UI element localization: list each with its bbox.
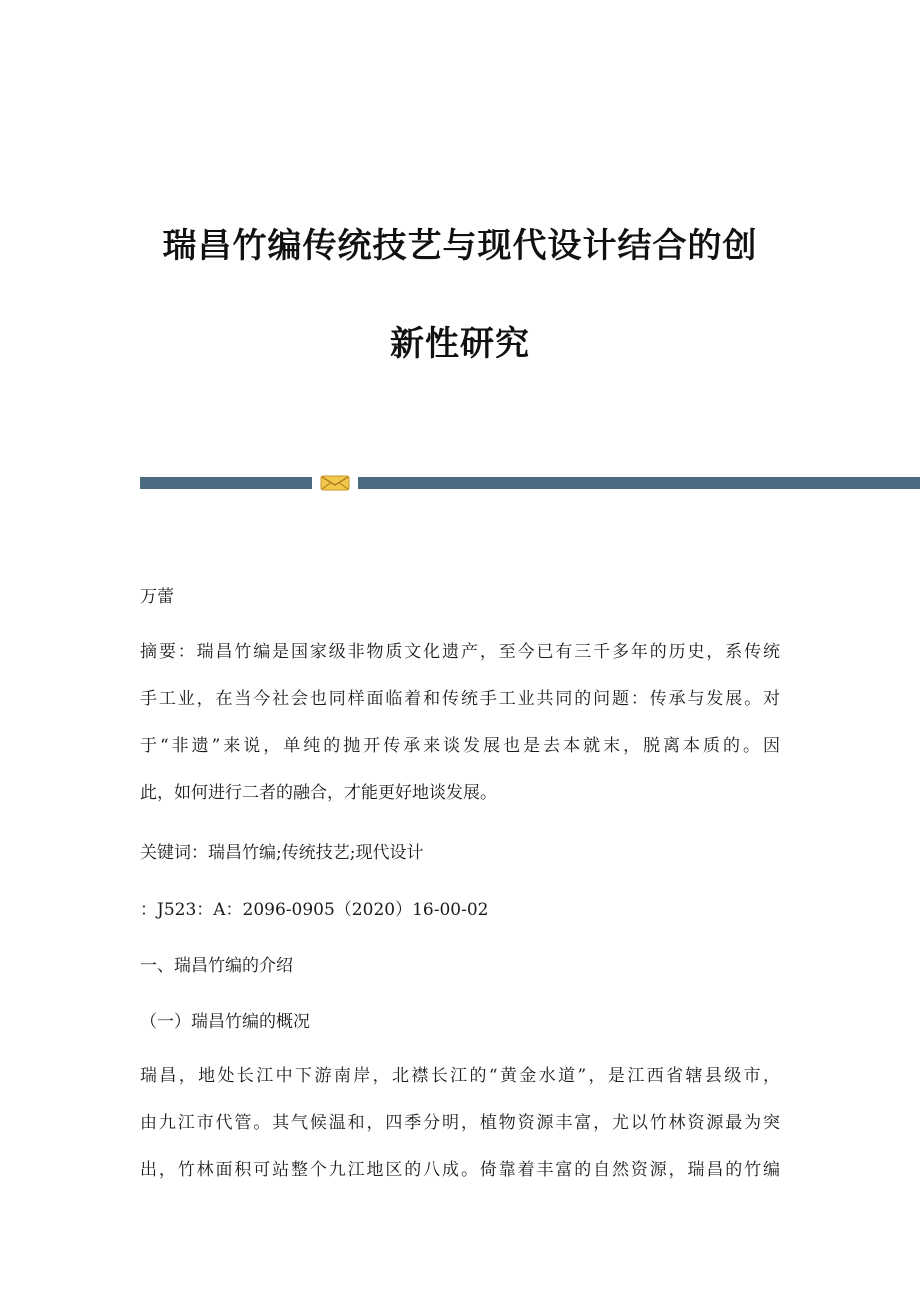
title-divider (140, 475, 920, 491)
abstract-paragraph (140, 639, 780, 827)
title-line-2: 新性研究 (390, 324, 530, 364)
body-line: 出，竹林面积可站整个九江地区的八成。倚靠着丰富的自然资源，瑞昌的竹编 (140, 1160, 780, 1180)
abstract-line: 手工业，在当今社会也同样面临着和传统手工业共同的问题：传承与发展。对 (140, 689, 780, 709)
divider-bar-right (358, 477, 920, 489)
divider-bar-left (140, 477, 312, 489)
abstract-line: 摘要：瑞昌竹编是国家级非物质文化遗产，至今已有三千多年的历史，系传统 (140, 642, 780, 662)
abstract-line: 此，如何进行二者的融合，才能更好地谈发展。 (140, 783, 497, 803)
envelope-icon (320, 475, 350, 491)
author-name: 万蕾 (140, 587, 174, 607)
title-line-1: 瑞昌竹编传统技艺与现代设计结合的创 (162, 226, 758, 266)
classification-code: ：J523：A：2096-0905（2020）16-00-02 (140, 900, 489, 920)
section-heading: 一、瑞昌竹编的介绍 (140, 956, 293, 976)
subsection-heading: （一）瑞昌竹编的概况 (140, 1012, 310, 1032)
keywords: 关键词：瑞昌竹编;传统技艺;现代设计 (140, 843, 424, 863)
body-line: 由九江市代管。其气候温和，四季分明，植物资源丰富，尤以竹林资源最为突 (140, 1113, 780, 1133)
body-paragraph (140, 1063, 780, 1204)
abstract-line: 于“非遗”来说，单纯的抛开传承来谈发展也是去本就末，脱离本质的。因 (140, 736, 780, 756)
body-line: 瑞昌，地处长江中下游南岸，北襟长江的“黄金水道”，是江西省辖县级市， (140, 1066, 780, 1086)
